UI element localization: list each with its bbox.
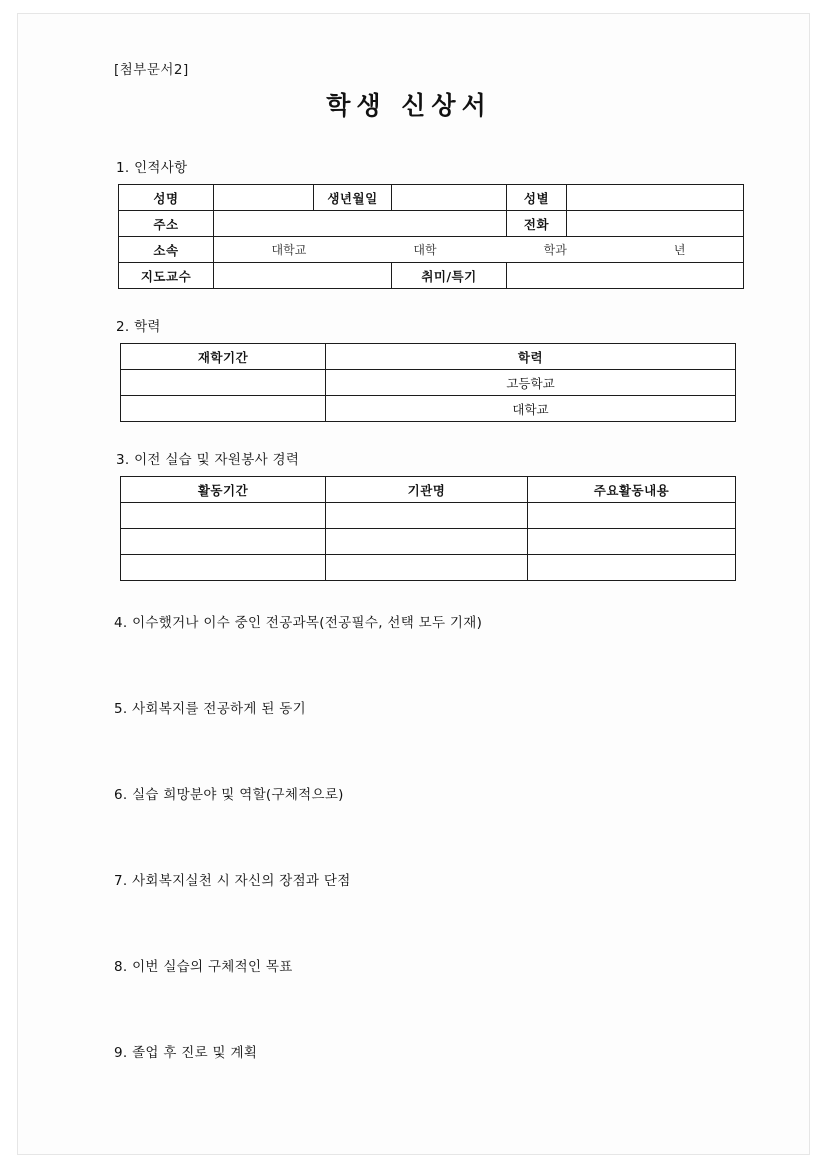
page-title: 학생 신상서 [326, 91, 492, 120]
section-label-personal: 1. 인적사항 [116, 160, 188, 176]
cell-education-school[interactable]: 고등학교 [326, 370, 736, 396]
cell-agency-name[interactable] [326, 503, 528, 529]
cell-education-school[interactable]: 대학교 [326, 396, 736, 422]
table-row [121, 503, 736, 529]
cell-phone-value[interactable] [567, 211, 744, 237]
cell-birth-label: 생년월일 [314, 185, 392, 211]
table-row [121, 529, 736, 555]
cell-affiliation-value[interactable] [214, 237, 744, 263]
affiliation-department: 학과 [543, 243, 567, 257]
cell-birth-value[interactable] [392, 185, 507, 211]
header-activity-content: 주요활동내용 [528, 477, 736, 503]
header-activity-period: 활동기간 [121, 477, 326, 503]
cell-name-value[interactable] [214, 185, 314, 211]
section-label-experience: 3. 이전 실습 및 자원봉사 경력 [116, 452, 300, 468]
question-item: 6. 실습 희망분야 및 역할(구체적으로) [114, 787, 344, 803]
header-agency-name: 기관명 [326, 477, 528, 503]
cell-activity-content[interactable] [528, 529, 736, 555]
table-row [119, 237, 744, 263]
cell-phone-label: 전화 [507, 211, 567, 237]
table-row [119, 185, 744, 211]
section-label-education: 2. 학력 [116, 319, 161, 335]
cell-hobby-label: 취미/특기 [392, 263, 507, 289]
document-tag: [첨부문서2] [114, 62, 189, 78]
spacer [114, 422, 744, 448]
cell-gender-value[interactable] [567, 185, 744, 211]
table-row [119, 263, 744, 289]
question-item: 5. 사회복지를 전공하게 된 동기 [114, 701, 306, 717]
spacer [114, 289, 744, 315]
personal-information-table [118, 184, 744, 289]
cell-address-label: 주소 [119, 211, 214, 237]
question-item: 9. 졸업 후 진로 및 계획 [114, 1045, 258, 1061]
cell-activity-period[interactable] [121, 529, 326, 555]
header-education-level: 학력 [326, 344, 736, 370]
cell-activity-content[interactable] [528, 503, 736, 529]
affiliation-college: 대학 [413, 243, 437, 257]
table-header-row [121, 344, 736, 370]
question-item: 4. 이수했거나 이수 중인 전공과목(전공필수, 선택 모두 기재) [114, 615, 483, 631]
cell-activity-period[interactable] [121, 555, 326, 581]
table-header-row [121, 477, 736, 503]
scanned-sheet [18, 14, 809, 1154]
header-education-period: 재학기간 [121, 344, 326, 370]
question-item: 8. 이번 실습의 구체적인 목표 [114, 959, 293, 975]
question-list [114, 611, 744, 1061]
cell-agency-name[interactable] [326, 529, 528, 555]
table-row [121, 555, 736, 581]
cell-name-label: 성명 [119, 185, 214, 211]
cell-address-value[interactable] [214, 211, 507, 237]
cell-gender-label: 성별 [507, 185, 567, 211]
cell-activity-period[interactable] [121, 503, 326, 529]
education-table [120, 343, 736, 422]
cell-agency-name[interactable] [326, 555, 528, 581]
affiliation-university: 대학교 [271, 243, 307, 257]
cell-advisor-value[interactable] [214, 263, 392, 289]
cell-advisor-label: 지도교수 [119, 263, 214, 289]
cell-education-period[interactable] [121, 370, 326, 396]
table-row [121, 396, 736, 422]
cell-affiliation-label: 소속 [119, 237, 214, 263]
question-item: 7. 사회복지실천 시 자신의 장점과 단점 [114, 873, 351, 889]
cell-education-period[interactable] [121, 396, 326, 422]
cell-hobby-value[interactable] [507, 263, 744, 289]
affiliation-year: 년 [673, 243, 686, 257]
cell-activity-content[interactable] [528, 555, 736, 581]
experience-table [120, 476, 736, 581]
table-row [121, 370, 736, 396]
document-content [114, 58, 744, 1061]
table-row [119, 211, 744, 237]
